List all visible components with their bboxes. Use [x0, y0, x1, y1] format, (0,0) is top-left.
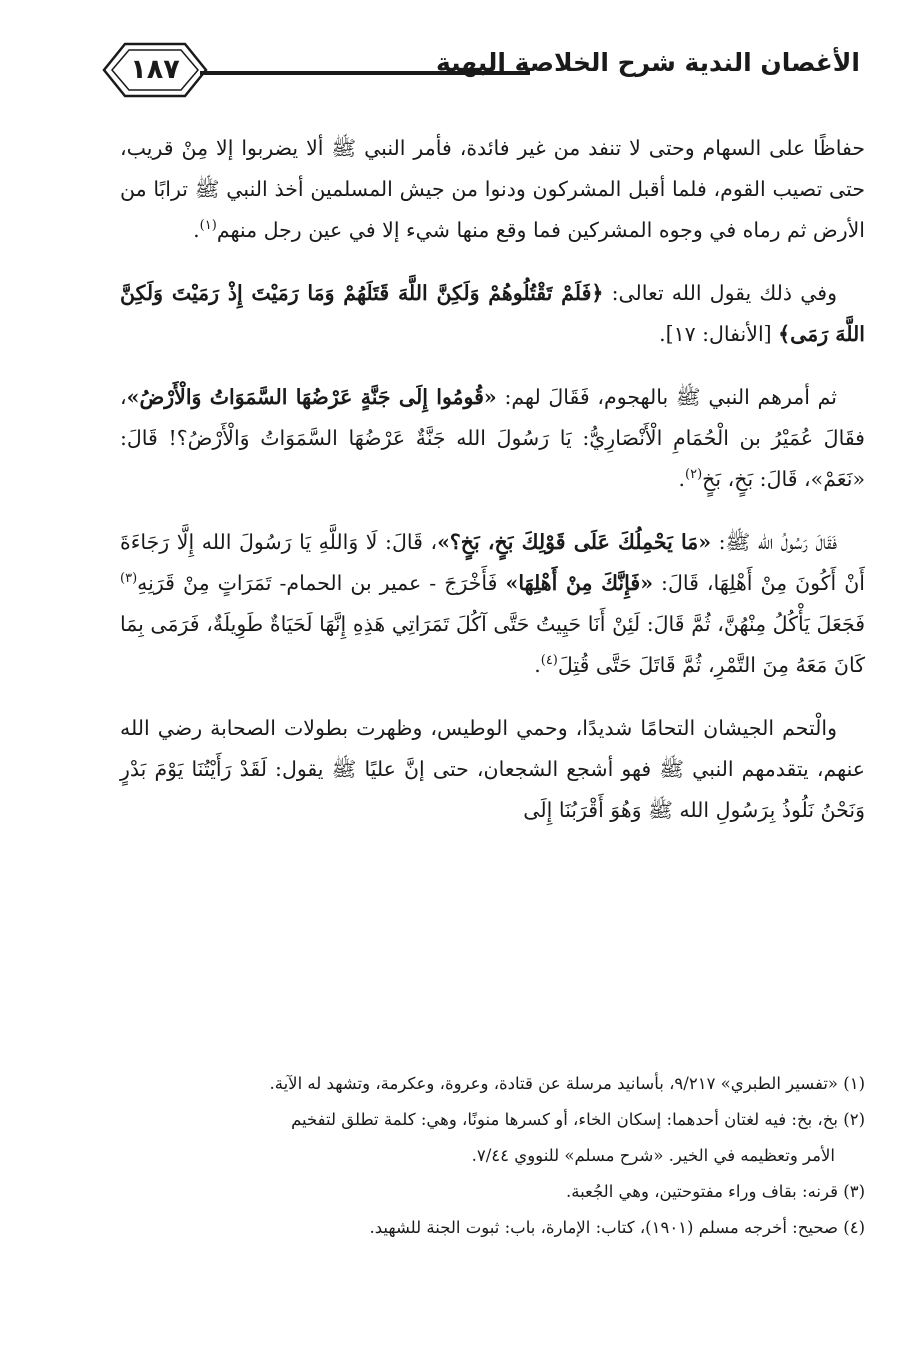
paragraph-5 [120, 708, 865, 831]
paragraph-4-text-a: فَقَالَ رَسُولُ الله ﷺ: [711, 530, 837, 554]
page-number-frame [100, 40, 210, 100]
footnote-1: (١) «تفسير الطبري» ٩/٢١٧، بأسانيد مرسلة عن قتادة، وعروة، وعكرمة، وتشهد له الآية. [269, 1074, 865, 1093]
footnote-2: (٢) بخ، بخ: فيه لغتان أحدهما: إسكان الخاء، أو كسرها منونًا، وهي: كلمة تطلق لتفخيم [291, 1110, 865, 1129]
verse-citation: [الأنفال: ١٧]. [659, 322, 779, 346]
quran-verse: ﴿فَلَمْ تَقْتُلُوهُمْ وَلَكِنَّ اللَّهَ قَتَلَهُمْ وَمَا رَمَيْتَ إِذْ رَمَيْتَ وَلَكِنَّ اللَّهَ رَمَى﴾ [120, 281, 865, 346]
footnote-ref-1: (١) [199, 218, 217, 234]
paragraph-2 [120, 273, 865, 355]
paragraph-3-text-b: ، فقَالَ عُمَيْرُ بن الْحُمَامِ الْأَنْصَارِيُّ: يَا رَسُولَ الله جَنَّةٌ عَرْضُهَا السَّمَوَاتُ وَالْأَرْضُ؟! قَالَ: [120, 385, 865, 450]
paragraph-4 [120, 522, 865, 686]
footnote-ref-4: (٤) [540, 653, 558, 669]
hadith-quote-3: «مَا يَحْمِلُكَ عَلَى قَوْلِكَ بَخٍ، بَخٍ؟» [437, 530, 712, 554]
footnotes [120, 1066, 865, 1246]
paragraph-1-text: حفاظًا على السهام وحتى لا تنفد من غير فائدة، فأمر النبي ﷺ ألا يضربوا إلا مِنْ قريب، حتى تصيب القوم، فلما أقبل المشركون ودنوا من جيش المسلمين أخذ النبي ﷺ ترابًا من الأرض ثم رماه في وجوه المشركين فما وقع منها شيء إلا في عين رجل منهم [120, 136, 865, 242]
page-number: ١٨٧ [130, 54, 180, 85]
page-header [100, 40, 860, 100]
footnote-2-continuation: الأمر وتعظيمه في الخير. «شرح مسلم» للنووي ٧/٤٤. [471, 1146, 835, 1165]
main-text [120, 128, 865, 853]
paragraph-1 [120, 128, 865, 251]
paragraph-4-text-c: فَأَخْرَجَ - عمير بن الحمام- تَمَرَاتٍ مِنْ قَرَنِهِ [137, 571, 506, 595]
footnote-3: (٣) قرنه: بقاف وراء مفتوحتين، وهي الجُعبة. [565, 1182, 865, 1201]
footnote-ref-2: (٢) [685, 467, 703, 483]
hadith-quote-1: «قُومُوا إِلَى جَنَّةٍ عَرْضُهَا السَّمَوَاتُ وَالْأَرْضُ» [126, 385, 497, 409]
hadith-quote-4: «فَإِنَّكَ مِنْ أَهْلِهَا» [505, 571, 654, 595]
paragraph-3-text-a: ثم أمرهم النبي ﷺ بالهجوم، فَقَالَ لهم: [496, 385, 837, 409]
paragraph-4-end: . [534, 653, 541, 677]
footnote-4: (٤) صحيح: أخرجه مسلم (١٩٠١)، كتاب: الإمارة، باب: ثبوت الجنة للشهيد. [369, 1218, 865, 1237]
paragraph-3-text-c: ، قَالَ: بَخٍ، بَخٍ [702, 467, 811, 491]
paragraph-3 [120, 377, 865, 500]
running-title: الأغصان الندية شرح الخلاصة البهية [435, 48, 860, 77]
footnote-ref-3: (٣) [120, 571, 138, 587]
paragraph-4-text-b: ، قَالَ: لَا وَاللَّهِ يَا رَسُولَ الله إِلَّا رَجَاءَةَ أَنْ أَكُونَ مِنْ أَهْلِهَا، قَالَ: [120, 530, 865, 595]
paragraph-2-lead: وفي ذلك يقول الله تعالى: [603, 281, 837, 305]
paragraph-4-text-d: فَجَعَلَ يَأْكُلُ مِنْهُنَّ، ثُمَّ قَالَ: لَئِنْ أَنَا حَيِيتُ حَتَّى آكُلَ تَمَرَاتِي هَذِهِ إِنَّهَا لَحَيَاةٌ طَوِيلَةٌ، فَرَمَى بِمَا كَانَ مَعَهُ مِنَ التَّمْرِ، ثُمَّ قَاتَلَ حَتَّى قُتِلَ [120, 612, 865, 677]
paragraph-5-text: والْتحم الجيشان التحامًا شديدًا، وحمي الوطيس، وظهرت بطولات الصحابة رضي الله عنهم، يتقدمهم النبي ﷺ فهو أشجع الشجعان، حتى إنَّ عليًا ﷺ يقول: لَقَدْ رَأَيْتُنَا يَوْمَ بَدْرٍ وَنَحْنُ نَلُوذُ بِرَسُولِ الله ﷺ وَهُوَ أَقْرَبُنَا إِلَى [120, 716, 865, 822]
hadith-quote-2: «نَعَمْ» [810, 467, 865, 491]
paragraph-1-end: . [193, 218, 200, 242]
paragraph-3-end: . [678, 467, 686, 491]
